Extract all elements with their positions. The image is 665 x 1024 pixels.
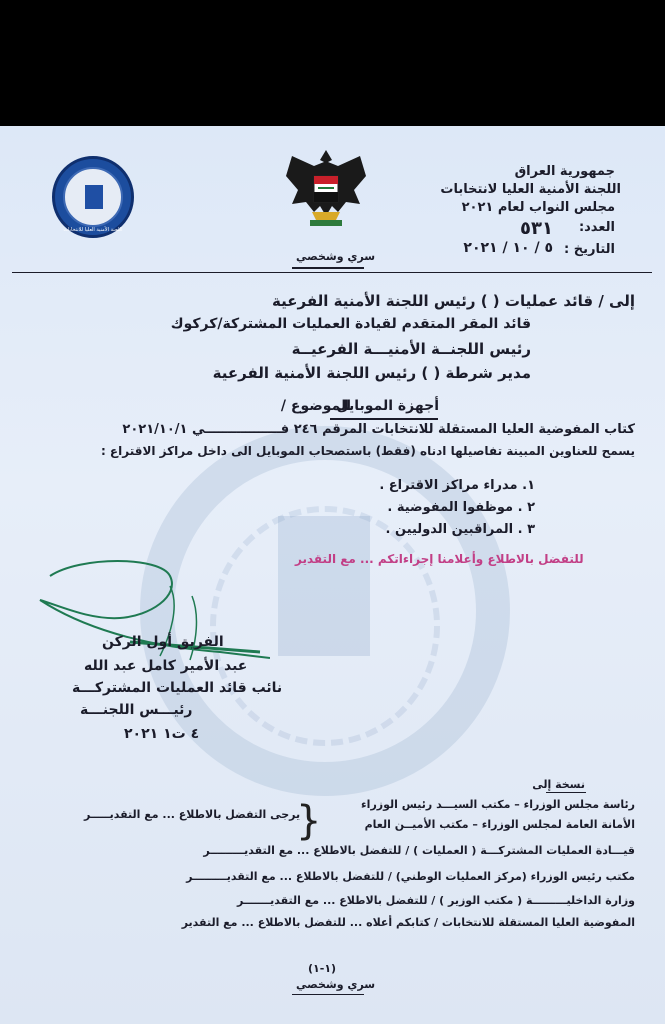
footer-underline (292, 994, 364, 995)
header-number-value: ٥٣١ (520, 218, 553, 239)
addressee-line-2: قائد المقر المتقدم لقيادة العمليات المشتركة/كركوك (170, 316, 531, 332)
header-number-label: العدد: (578, 220, 615, 235)
signature-name: عبد الأمير كامل عبد الله (84, 658, 248, 674)
document-page (0, 126, 665, 1024)
copy-line-5: وزارة الداخليـــــــــة ( مكتب الوزير ) / للتفضل بالاطلاع ... مع التقديـــــــر (236, 894, 635, 907)
watermark-emblem (278, 516, 370, 656)
signature-title: نائب قائد العمليات المشتركـــة (72, 680, 283, 696)
signature-date: ٤ ت١ ٢٠٢١ (124, 726, 200, 742)
copy-line-2: الأمانة العامة لمجلس الوزراء – مكتب الأميــن العام (364, 818, 635, 831)
classification-bottom: سري وشخصي (296, 978, 376, 991)
header-committee: اللجنة الأمنية العليا لانتخابات (440, 182, 621, 197)
seal-emblem (85, 185, 103, 209)
list-item-3: ٣ . المراقبين الدوليين . (385, 522, 535, 537)
black-top-band (0, 0, 665, 126)
classification-top: سري وشخصي (296, 250, 376, 263)
closing-line: للتفضل بالاطلاع وأعلامنا إجراءاتكم ... مع التقدير (295, 552, 584, 566)
list-item-1: ١. مدراء مراكز الاقتراع . (379, 478, 535, 493)
header-country: جمهورية العراق (514, 164, 615, 179)
header-date-label: التاريخ : (564, 242, 615, 257)
signature-rank: الفريق أول الركن (102, 634, 224, 650)
iraq-eagle-emblem (284, 146, 368, 246)
addressee-line-1: إلى / قائد عمليات ( ) رئيس اللجنة الأمنية الفرعية (272, 292, 635, 310)
header-date-value: ٥ / ١٠ / ٢٠٢١ (463, 240, 553, 256)
copy-line-4: مكتب رئيس الوزراء (مركز العمليات الوطني) / للتفضل بالاطلاع ... مع التقديـــــــــر (186, 870, 635, 883)
header-divider (12, 272, 652, 273)
copy-line-3: قيـــادة العمليات المشتركـــة ( العمليات ) / للتفضل بالاطلاع ... مع التقديـــــــــر (203, 844, 635, 857)
subject-underline (330, 418, 438, 420)
addressee-line-3: رئيس اللجنــة الأمنيـــة الفرعيــة (291, 340, 531, 358)
list-item-2: ٢ . موظفوا المفوضية . (387, 500, 535, 515)
body-line-1: كتاب المفوضية العليا المستقلة للانتخابات المرقم ٢٤٦ فـــــــــــــــــي ٢٠٢١/١٠/١ (122, 422, 635, 437)
copies-underline (546, 792, 586, 793)
header-parliament: مجلس النواب لعام ٢٠٢١ (461, 200, 615, 215)
body-line-2: يسمح للعناوين المبينة تفاصيلها ادناه (فقط) باستصحاب الموبايل الى داخل مراكز الاقتراع : (100, 444, 635, 458)
brace-symbol: } (296, 798, 322, 844)
subject-value: أجهزة الموبايل (336, 398, 439, 414)
subject-label: الموضوع / (280, 398, 351, 414)
seal-text: اللجنة الأمنية العليا للانتخابات (63, 227, 123, 233)
seal-ring (63, 167, 123, 227)
classification-underline (292, 267, 364, 269)
committee-seal-logo (52, 156, 134, 238)
addressee-line-4: مدير شرطة ( ) رئيس اللجنة الأمنية الفرعية (212, 364, 531, 382)
copies-heading: نسخة إلى (532, 778, 585, 791)
copy-line-6: المفوضية العليا المستقلة للانتخابات / كتابكم أعلاه ... للتفضل بالاطلاع ... مع التقدير (181, 916, 635, 929)
copy-brace-note: يرجى التفضل بالاطلاع ... مع التقديـــــر (84, 808, 301, 821)
copy-line-1: رئاسة مجلس الوزراء – مكتب السيـــد رئيس الوزراء (361, 798, 635, 811)
signature-role: رئيـــس اللجنـــة (80, 702, 193, 718)
page-number: (١-١) (308, 962, 337, 975)
